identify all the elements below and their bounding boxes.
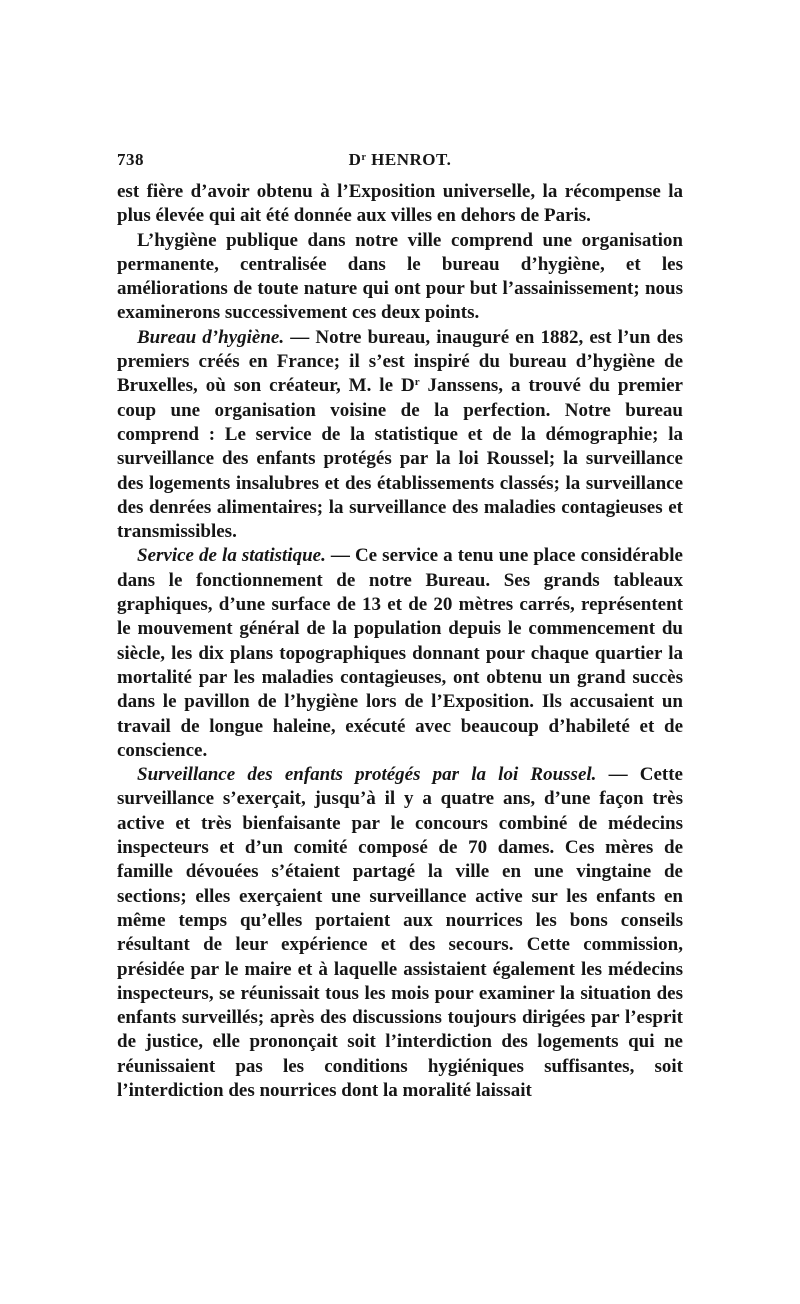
paragraph-text: Janssens, a trouvé du premier coup une organisation voisine de la perfection. Notre bureau comprend : Le service de la statistique et de la démographie; la surveillance des enfants protégés par la loi Roussel; la surveillance des logements insalubres et des établissements classés; la surveillance des denrées alimentaires; la surveillance des maladies contagieuses et transmissibles. <box>117 375 683 543</box>
paragraph-text: — Ce service a tenu une place considérable dans le fonctionnement de notre Bureau. Ses grands tableaux graphiques, d’une surface de 13 et de 20 mètres carrés, représentent le mouvement général de la population depuis le commencement du siècle, les dix plans topographiques donnant pour chaque quartier la mortalité par les maladies contagieuses, ont obtenu un grand succès dans le pavillon de l’hygiène lors de l’Exposition. Ils accusaient un travail de longue haleine, exécuté avec beaucoup d’habileté et de conscience. <box>117 545 683 761</box>
author-superscript: r <box>361 152 367 163</box>
author-heading <box>117 150 683 170</box>
body-text <box>117 180 683 1103</box>
paragraph-bureau-hygiene <box>117 326 683 545</box>
paragraph-service-statistique <box>117 544 683 763</box>
paragraph-surveillance-enfants <box>117 763 683 1103</box>
paragraph-text: — Notre bureau, inauguré en 1882, est l’un des premiers créés en France; il s’est inspiré du bureau d’hygiène de Bruxelles, où son créateur, M. le D <box>117 326 683 397</box>
section-title-surveillance-enfants: Surveillance des enfants protégés par la loi Roussel. <box>137 764 597 786</box>
section-title-service-statistique: Service de la statistique. <box>137 545 326 567</box>
running-head <box>117 150 683 176</box>
paragraph-text: L’hygiène publique dans notre ville comprend une organisation permanente, centralisée dans le bureau d’hygiène, et les améliorations de toute nature qui ont pour but l’assainissement; nous examinerons successivement ces deux points. <box>117 229 683 324</box>
paragraph-text: — Cette surveillance s’exerçait, jusqu’à il y a quatre ans, d’une façon très active et très bienfaisante par le concours combiné de médecins inspecteurs et d’un comité composé de 70 dames. Ces mères de famille dévouées s’étaient partagé la ville en une vingtaine de sections; elles exerçaient une surveillance active sur les enfants en même temps qu’elles portaient aux nourrices les bons conseils résultant de leur expérience et des secours. Cette commission, présidée par le maire et à laquelle assistaient également les médecins inspecteurs, se réunissait tous les mois pour examiner la situation des enfants surveillés; après des discussions toujours dirigées par l’esprit de justice, elle prononçait soit l’interdiction des logements qui ne réunissaient pas les conditions hygiéniques suffisantes, soit l’interdiction des nourrices dont la moralité laissait <box>117 764 683 1101</box>
page-number: 738 <box>117 150 144 169</box>
paragraph-intro-continued <box>117 180 683 229</box>
paragraph-text: est fière d’avoir obtenu à l’Exposition universelle, la récompense la plus élevée qui ait été donnée aux villes en dehors de Paris. <box>117 181 683 227</box>
book-page <box>117 150 683 1103</box>
paragraph-hygiene-publique <box>117 229 683 326</box>
author-name: HENROT. <box>371 150 452 169</box>
section-title-bureau-hygiene: Bureau d’hygiène. <box>137 326 285 348</box>
doctor-superscript: r <box>414 376 420 389</box>
author-prefix: D <box>348 150 362 169</box>
